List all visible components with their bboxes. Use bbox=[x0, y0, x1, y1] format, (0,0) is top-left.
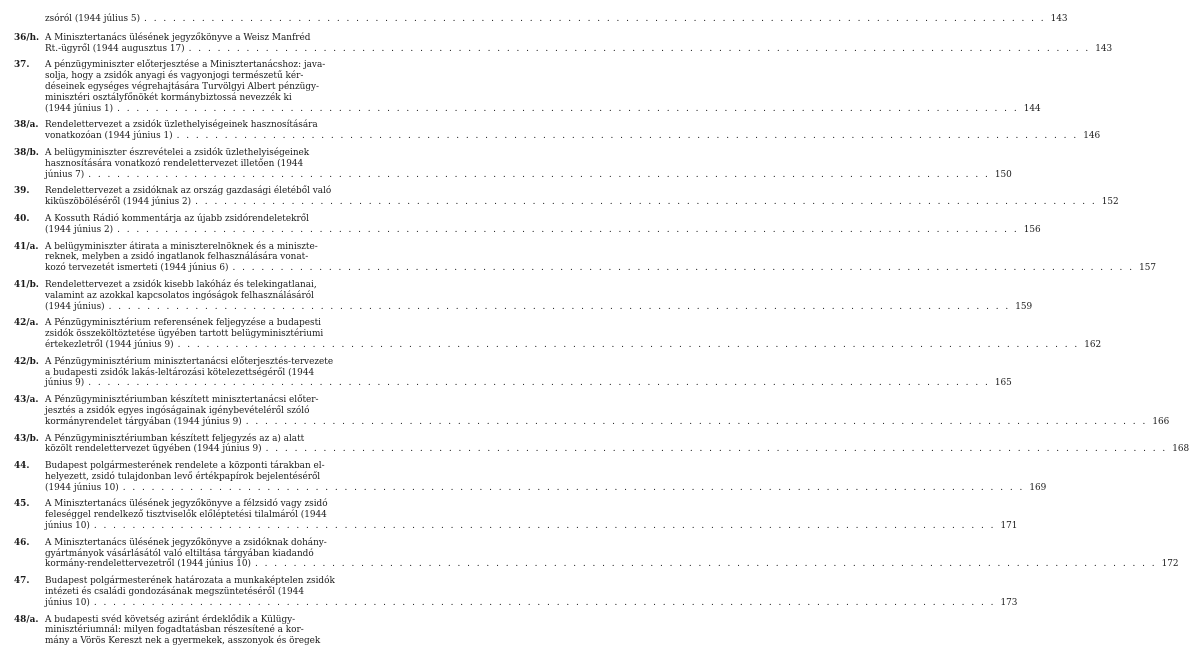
entry-last-line bbox=[45, 225, 1041, 236]
entry-title-line: értekezletről (1944 június 9) bbox=[45, 339, 174, 350]
page-number: 150 bbox=[994, 169, 1012, 180]
table-of-contents bbox=[14, 14, 1189, 647]
entry-title-line: (1944 június) bbox=[45, 301, 105, 312]
entry-title-line: intézeti és családi gondozásának megszüntetéséről (1944 bbox=[45, 587, 304, 598]
entry-number: 48/a. bbox=[14, 614, 39, 625]
entry-title-line: kormányrendelet tárgyában (1944 június 9) bbox=[45, 416, 242, 427]
entry-title-line: kozó tervezetét ismerteti (1944 június 6) bbox=[45, 263, 229, 274]
page-number: 165 bbox=[994, 378, 1012, 389]
dot-leader bbox=[189, 44, 1091, 55]
toc-entry bbox=[14, 461, 1047, 493]
entry-title-line: A Pénzügyminisztérium referensének feljegyzése a budapesti bbox=[45, 318, 321, 329]
dot-leader bbox=[117, 104, 1019, 115]
entry-title-line: A pénzügyminiszter előterjesztése a Minisztertanácshoz: java- bbox=[45, 60, 326, 71]
entry-number: 38/b. bbox=[14, 147, 39, 158]
entry-last-line bbox=[45, 559, 1179, 570]
entry-number: 38/a. bbox=[14, 120, 39, 131]
entry-number: 44. bbox=[14, 461, 30, 472]
entry-title-line: Budapest polgármesterének rendelete a központi tárakban el- bbox=[45, 461, 325, 472]
entry-title-line: A budapesti svéd követség aziránt érdeklődik a Külügy- bbox=[45, 614, 296, 625]
entry-title-line: Budapest polgármesterének határozata a munkaképtelen zsidók bbox=[45, 576, 335, 587]
entry-number: 45. bbox=[14, 499, 30, 510]
page-number: 143 bbox=[1050, 14, 1068, 24]
entry-last-line bbox=[45, 521, 1017, 532]
entry-number: 43/b. bbox=[14, 433, 39, 444]
toc-entry bbox=[14, 32, 1113, 55]
toc-entry bbox=[14, 615, 427, 647]
dot-leader bbox=[195, 197, 1097, 208]
entry-number: 37. bbox=[14, 60, 30, 71]
entry-number: 39. bbox=[14, 186, 30, 197]
entry-body bbox=[45, 395, 1169, 427]
entry-body bbox=[45, 186, 1119, 208]
entry-title-line: helyezett, zsidó tulajdonban levő értékpapírok bejelentéséről bbox=[45, 471, 321, 482]
page-number: 144 bbox=[1023, 103, 1041, 114]
entry-title-line: A Pénzügyminisztériumban készített minisztertanácsi előter- bbox=[45, 395, 319, 406]
page-number: 171 bbox=[1000, 521, 1018, 532]
entry-body bbox=[45, 33, 1112, 55]
entry-body bbox=[45, 357, 1012, 389]
entry-title-line: június 9) bbox=[45, 378, 85, 389]
toc-entry bbox=[14, 213, 1041, 236]
dot-leader bbox=[88, 170, 990, 181]
entry-body bbox=[45, 214, 1041, 236]
toc-entry bbox=[14, 499, 1018, 532]
entry-last-line bbox=[45, 197, 1119, 208]
dot-leader bbox=[123, 483, 1025, 494]
entry-title-line: hasznosítására vonatkozó rendelettervezet illetően (1944 bbox=[45, 158, 304, 169]
page-number: 143 bbox=[1095, 43, 1113, 54]
page-number: 168 bbox=[1172, 444, 1189, 455]
entry-number: 42/b. bbox=[14, 356, 39, 367]
entry-last-line bbox=[45, 444, 1189, 455]
entry-title-line: zsidók összeköltöztetése ügyében tartott belügyminisztériumi bbox=[45, 329, 324, 340]
entry-title-line: reknek, melyben a zsidó ingatlanok felhasználására vonat- bbox=[45, 252, 309, 263]
entry-body bbox=[45, 120, 1100, 142]
entry-last-line bbox=[45, 170, 1012, 181]
toc-entry bbox=[14, 537, 1179, 570]
entry-title-line: minisztériumnál: milyen fogadtatásban részesítené a kor- bbox=[45, 625, 304, 636]
entry-last-line bbox=[45, 44, 1112, 55]
entry-title-line: Rt.-ügyről (1944 augusztus 17) bbox=[45, 43, 185, 54]
entry-title-line: déseinek egységes végrehajtására Turvölgyi Albert pénzügy- bbox=[45, 81, 320, 92]
toc-entry bbox=[14, 147, 1012, 180]
entry-title-line: kormány-rendelettervezetről (1944 június 10) bbox=[45, 559, 252, 570]
entry-body bbox=[45, 576, 1017, 608]
entry-body bbox=[45, 280, 1032, 312]
entry-number: 41/b. bbox=[14, 279, 39, 290]
entry-number: 40. bbox=[14, 213, 30, 224]
entry-last-line bbox=[45, 417, 1169, 428]
dot-leader bbox=[177, 131, 1079, 142]
dot-leader bbox=[266, 444, 1168, 455]
entry-title-line: jesztés a zsidók egyes ingóságainak igénybevételéről szóló bbox=[45, 405, 310, 416]
entry-title-line: A belügyminiszter átirata a miniszterelnöknek és a miniszte- bbox=[45, 241, 318, 252]
entry-last-line bbox=[45, 340, 1101, 351]
entry-body bbox=[45, 538, 1179, 570]
entry-title-line: (1944 június 1) bbox=[45, 103, 114, 114]
dot-leader bbox=[88, 378, 990, 389]
toc-entry bbox=[14, 186, 1119, 208]
dot-leader bbox=[232, 263, 1134, 274]
dot-leader bbox=[246, 417, 1148, 428]
entry-title-line: június 10) bbox=[45, 597, 90, 608]
entry-title-line: vonatkozóan (1944 június 1) bbox=[45, 131, 173, 142]
entry-title-line: a budapesti zsidók lakás-leltározási kötelezettségéről (1944 bbox=[45, 367, 315, 378]
entry-title-line: Rendelettervezet a zsidóknak az ország gazdasági életéből való bbox=[45, 186, 332, 197]
entry-last-line bbox=[45, 14, 1068, 25]
dot-leader bbox=[178, 340, 1080, 351]
entry-number: 42/a. bbox=[14, 318, 39, 329]
page-number: 166 bbox=[1152, 416, 1170, 427]
entry-title-line: A Kossuth Rádió kommentárja az újabb zsidórendeletekről bbox=[45, 213, 309, 224]
entry-title-line: (1944 június 10) bbox=[45, 482, 119, 493]
entry-title-line: kiküszöböléséről (1944 június 2) bbox=[45, 197, 192, 208]
entry-body bbox=[45, 318, 1101, 350]
toc-entry bbox=[14, 60, 1041, 114]
dot-leader bbox=[117, 225, 1019, 236]
entry-title-line: Rendelettervezet a zsidók kisebb lakóház és telekingatlanai, bbox=[45, 279, 317, 290]
entry-title-line: feleséggel rendelkező tisztviselők előléptetési tilalmáról (1944 bbox=[45, 510, 327, 521]
entry-body bbox=[45, 148, 1012, 180]
toc-entry bbox=[14, 318, 1102, 350]
dot-leader bbox=[94, 598, 996, 609]
toc-entry bbox=[14, 576, 1018, 608]
entry-title-line: június 10) bbox=[45, 521, 90, 532]
entry-last-line bbox=[45, 104, 1041, 115]
entry-title-line: (1944 június 2) bbox=[45, 224, 114, 235]
page-number: 162 bbox=[1084, 339, 1102, 350]
dot-leader bbox=[144, 14, 1046, 25]
entry-body bbox=[45, 461, 1046, 493]
entry-body bbox=[45, 434, 1189, 456]
entry-last-line bbox=[45, 302, 1032, 313]
toc-entry bbox=[14, 14, 1068, 25]
entry-title-line: közölt rendelettervezet ügyében (1944 június 9) bbox=[45, 444, 262, 455]
entry-title-line: A Minisztertanács ülésének jegyzőkönyve a félzsidó vagy zsidó bbox=[45, 499, 328, 510]
entry-last-line bbox=[45, 263, 1156, 274]
dot-leader bbox=[109, 302, 1011, 313]
entry-number: 41/a. bbox=[14, 241, 39, 252]
entry-number: 46. bbox=[14, 537, 30, 548]
toc-entry bbox=[14, 241, 1157, 274]
entry-number: 43/a. bbox=[14, 395, 39, 406]
entry-title-line: gyártmányok vásárlásától való eltiltása tárgyában kiadandó bbox=[45, 548, 314, 559]
entry-title-line: minisztéri osztályfőnökét kormánybiztossá nevezzék ki bbox=[45, 92, 292, 103]
entry-body bbox=[45, 14, 1068, 25]
page-number: 157 bbox=[1139, 263, 1157, 274]
entry-body bbox=[45, 60, 1041, 114]
entry-number bbox=[14, 14, 45, 25]
dot-leader bbox=[94, 521, 996, 532]
entry-body bbox=[45, 242, 1156, 274]
page-number: 146 bbox=[1083, 131, 1101, 142]
entry-title-line: A Pénzügyminisztérium minisztertanácsi előterjesztés-tervezete bbox=[45, 356, 334, 367]
entry-last-line bbox=[45, 598, 1017, 609]
dot-leader bbox=[255, 559, 1157, 570]
page-number: 159 bbox=[1015, 301, 1033, 312]
toc-entry bbox=[14, 279, 1033, 312]
entry-title-line: A belügyminiszter észrevételei a zsidók üzlethelyiségeinek bbox=[45, 147, 310, 158]
entry-title-line: A Minisztertanács ülésének jegyzőkönyve a Weisz Manfréd bbox=[45, 32, 311, 43]
toc-entry bbox=[14, 120, 1101, 142]
entry-title-line: mány a Vörös Kereszt nek a gyermekek, asszonyok és öregek bbox=[45, 636, 321, 647]
entry-title-line: június 7) bbox=[45, 169, 85, 180]
entry-last-line bbox=[45, 378, 1012, 389]
entry-last-line bbox=[45, 483, 1046, 494]
entry-number: 36/h. bbox=[14, 32, 40, 43]
page-number: 156 bbox=[1023, 224, 1041, 235]
entry-body bbox=[45, 499, 1017, 531]
toc-entry bbox=[14, 356, 1012, 389]
toc-entry bbox=[14, 395, 1170, 427]
entry-number: 47. bbox=[14, 576, 30, 587]
page-number: 172 bbox=[1161, 559, 1179, 570]
page-number: 169 bbox=[1029, 482, 1047, 493]
page-number: 173 bbox=[1000, 597, 1018, 608]
entry-body bbox=[45, 615, 427, 647]
page-number: 152 bbox=[1101, 197, 1119, 208]
entry-last-line bbox=[45, 131, 1100, 142]
entry-title-line: zsóról (1944 július 5) bbox=[45, 14, 141, 24]
entry-title-line: A Pénzügyminisztériumban készített feljegyzés az a) alatt bbox=[45, 433, 305, 444]
entry-title-line: solja, hogy a zsidók anyagi és vagyonjogi természetű kér- bbox=[45, 71, 304, 82]
entry-title-line: A Minisztertanács ülésének jegyzőkönyve a zsidóknak dohány- bbox=[45, 537, 327, 548]
toc-entry bbox=[14, 433, 1189, 456]
entry-title-line: Rendelettervezet a zsidók üzlethelyiségeinek hasznosítására bbox=[45, 120, 318, 131]
entry-title-line: valamint az azokkal kapcsolatos ingóságok felhasználásáról bbox=[45, 290, 314, 301]
